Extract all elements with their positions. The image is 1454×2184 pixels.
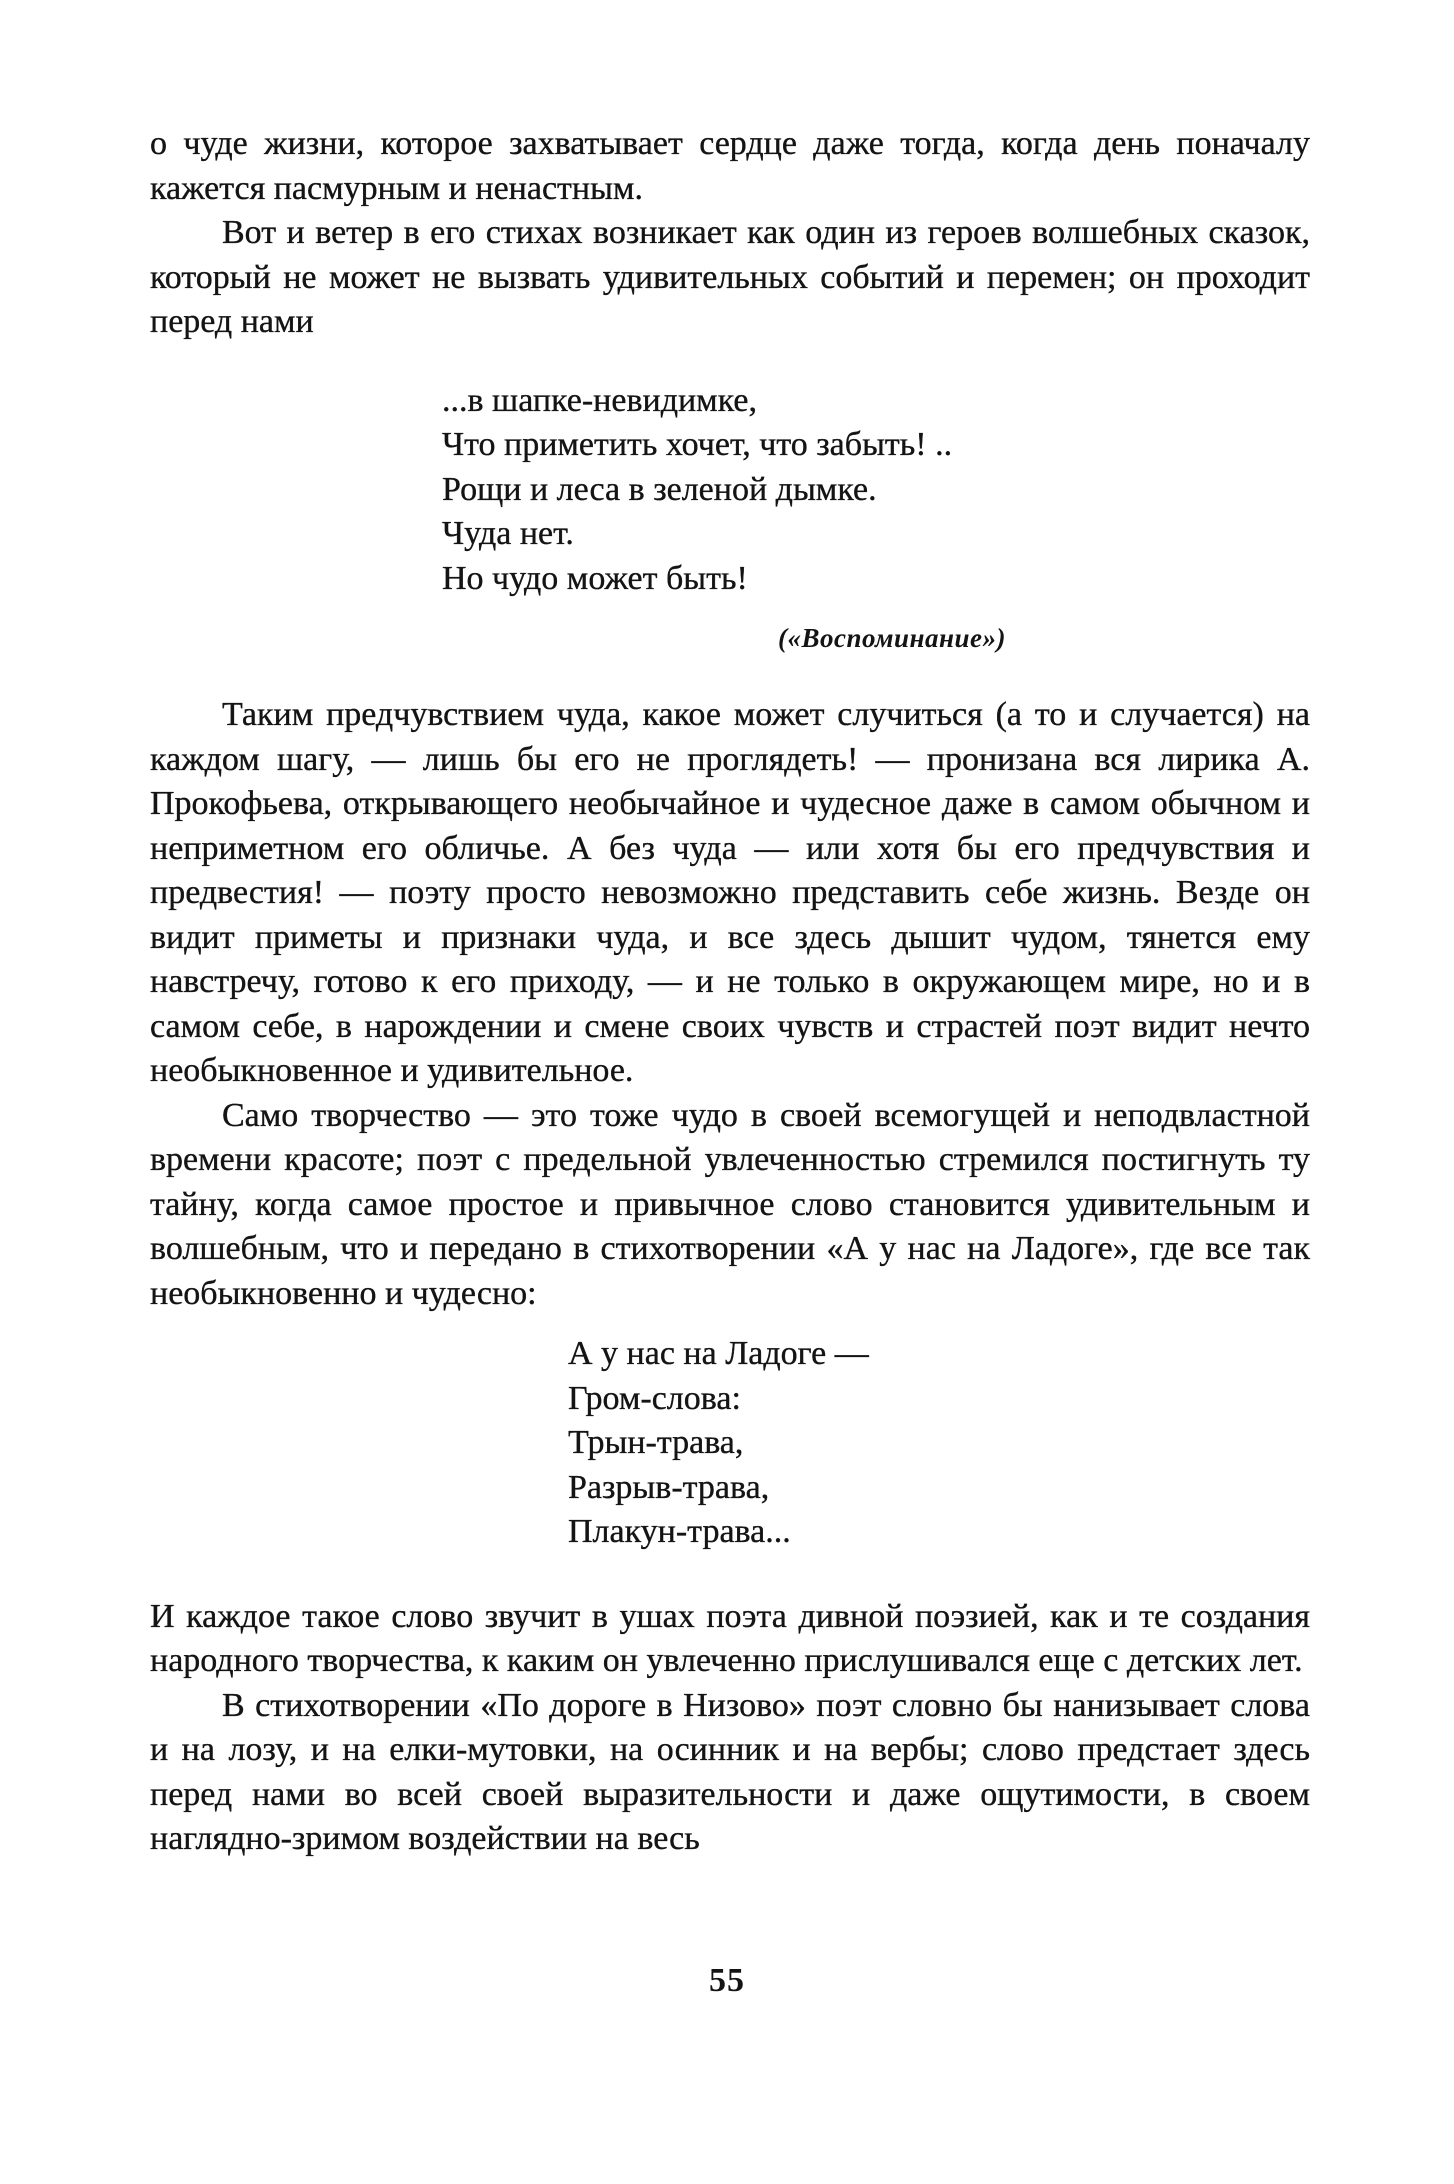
paragraph-folk-words: И каждое такое слово звучит в ушах поэта дивной поэзией, как и те создания народного творчества, к каким он увлеченно прислушивался еще с детских лет. bbox=[150, 1597, 1310, 1679]
paragraph-wind: Вот и ветер в его стихах возникает как один из героев волшебных сказок, который не может не вызвать удивительных событий и перемен; он проходит перед нами bbox=[150, 214, 1310, 340]
verse-line: Гром-слова: bbox=[568, 1379, 741, 1417]
poem-excerpt-vospominanie bbox=[442, 379, 1310, 602]
verse-line: Плакун-трава... bbox=[568, 1513, 791, 1550]
poem-excerpt-ladoga bbox=[568, 1332, 1310, 1555]
poem-source-attribution: («Воспоминание») bbox=[778, 623, 1006, 653]
verse-line: Чуда нет. bbox=[442, 515, 574, 552]
verse-line: А у нас на Ладоге — bbox=[568, 1335, 869, 1372]
verse-line: Что приметить хочет, что забыть! .. bbox=[442, 426, 953, 463]
paragraph-premonition: Таким предчувствием чуда, какое может случиться (а то и случается) на каждом шагу, — лишь бы его не проглядеть! — пронизана вся лирика А. Прокофьева, открывающего необычайное и чудесное даже в самом обычном и неприметном его обличье. А без чуда — или хотя бы его предчувствия и предвестия! — поэту просто невозможно представить себе жизнь. Везде он видит приметы и признаки чуда, и все здесь дышит чудом, тянется ему навстречу, готово к его приходу, — и не только в окружающем мире, но и в самом себе, в нарождении и смене своих чувств и страстей поэт видит нечто необыкновенное и удивительное. bbox=[150, 696, 1310, 1089]
verse-line: Трын-трава, bbox=[568, 1424, 744, 1461]
verse-line: Но чудо может быть! bbox=[442, 559, 748, 597]
paragraph-nizovo: В стихотворении «По дороге в Низово» поэт словно бы нанизывает слова и на лозу, и на елки-мутовки, на осинник и на вербы; слово предстает здесь перед нами во всей своей выразительности и даже ощутимости, в своем наглядно-зримом воздействии на весь bbox=[150, 1686, 1310, 1857]
paragraph-creativity: Само творчество — это тоже чудо в своей всемогущей и неподвластной времени красоте; поэт с предельной увлеченностью стремился постигнуть ту тайну, когда самое простое и привычное слово становится удивительным и волшебным, что и передано в стихотворении «А у нас на Ладоге», где все так необыкновенно и чудесно: bbox=[150, 1096, 1310, 1312]
verse-line: Разрыв-трава, bbox=[568, 1468, 770, 1506]
verse-line: ...в шапке-невидимке, bbox=[442, 381, 757, 419]
page-number: 55 bbox=[709, 1962, 745, 1999]
verse-line: Рощи и леса в зеленой дымке. bbox=[442, 470, 877, 508]
book-page-body bbox=[150, 122, 1310, 1862]
paragraph-continuation: о чуде жизни, которое захватывает сердце даже тогда, когда день поначалу кажется пасмурным и ненастным. bbox=[150, 125, 1310, 207]
